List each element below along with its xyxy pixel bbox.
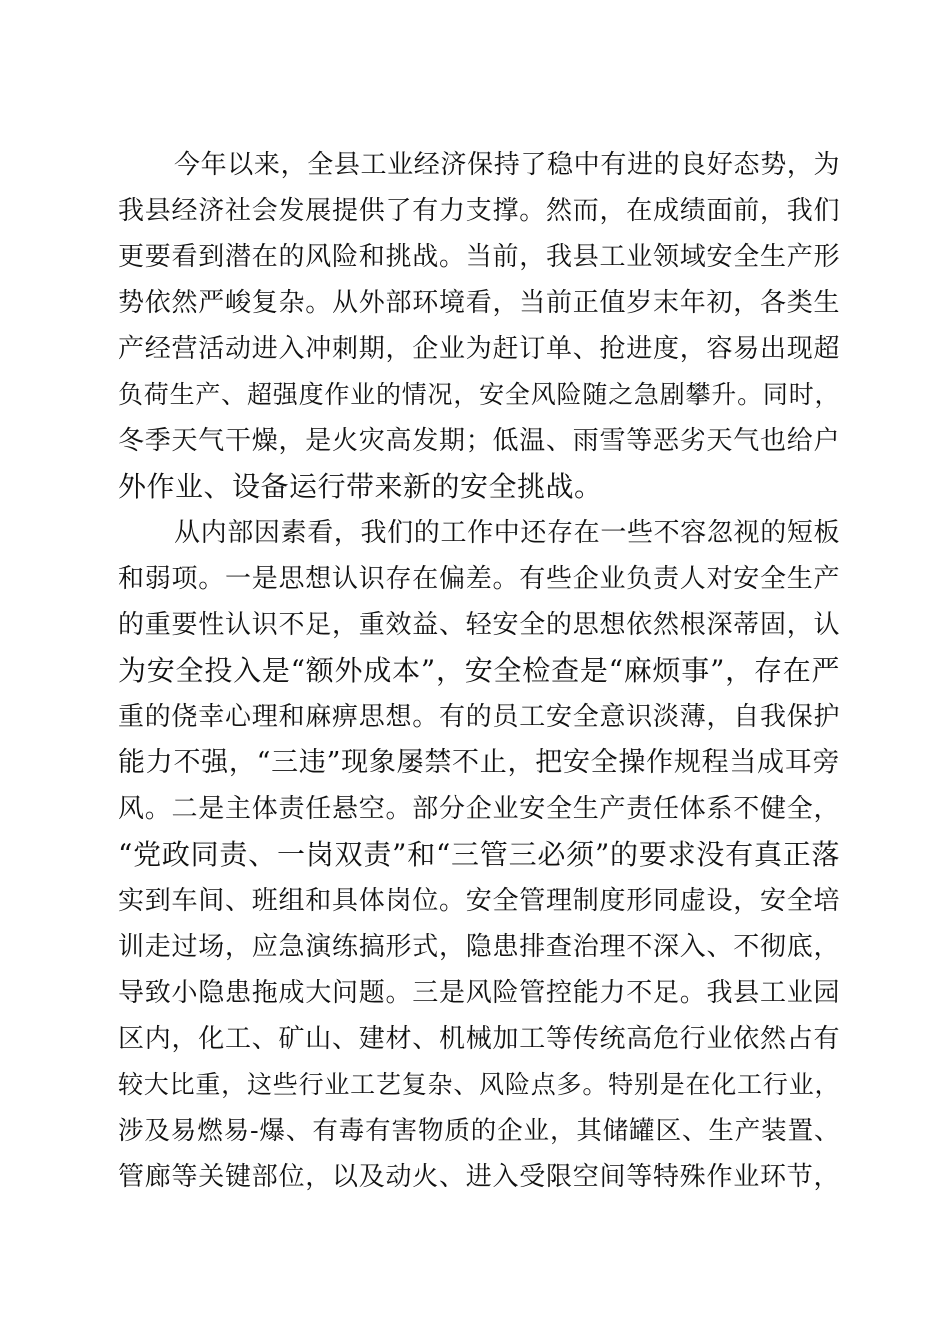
text-line: 从内部因素看，我们的工作中还存在一些不容忽视的短板 xyxy=(174,518,840,548)
text-line: 势依然严峻复杂。从外部环境看，当前正值岁末年初，各类生 xyxy=(118,288,840,318)
text-line: 区内，化工、矿山、建材、机械加工等传统高危行业依然占有 xyxy=(118,1024,840,1054)
text-line: 产经营活动进入冲刺期，企业为赶订单、抢进度，容易出现超 xyxy=(118,334,840,364)
text-line: “党政同责、一岗双责”和“三管三必须”的要求没有真正落 xyxy=(118,838,840,871)
text-line: 我县经济社会发展提供了有力支撑。然而，在成绩面前，我们 xyxy=(118,196,840,226)
text-line: 风。二是主体责任悬空。部分企业安全生产责任体系不健全， xyxy=(118,794,840,824)
text-line: 和弱项。一是思想认识存在偏差。有些企业负责人对安全生产 xyxy=(118,564,840,594)
text-line: 较大比重，这些行业工艺复杂、风险点多。特别是在化工行业， xyxy=(118,1070,840,1099)
text-line: 导致小隐患拖成大问题。三是风险管控能力不足。我县工业园 xyxy=(118,978,840,1008)
text-line: 能力不强，“三违”现象屡禁不止，把安全操作规程当成耳旁 xyxy=(118,747,840,778)
text-line: 管廊等关键部位，以及动火、进入受限空间等特殊作业环节， xyxy=(118,1162,840,1192)
text-line: 训走过场，应急演练搞形式，隐患排查治理不深入、不彻底， xyxy=(118,932,840,962)
paragraph-1 xyxy=(118,142,840,510)
document-body xyxy=(118,142,840,1200)
text-line: 冬季天气干燥，是火灾高发期；低温、雨雪等恶劣天气也给户 xyxy=(118,426,840,456)
text-line: 为安全投入是“额外成本”，安全检查是“麻烦事”，存在严 xyxy=(118,654,840,687)
text-line: 负荷生产、超强度作业的情况，安全风险随之急剧攀升。同时， xyxy=(118,380,840,409)
text-line: 更要看到潜在的风险和挑战。当前，我县工业领域安全生产形 xyxy=(118,242,840,272)
text-line: 外作业、设备运行带来新的安全挑战。 xyxy=(118,470,603,503)
text-line: 涉及易燃易-爆、有毒有害物质的企业，其储罐区、生产装置、 xyxy=(118,1116,840,1146)
text-line: 的重要性认识不足，重效益、轻安全的思想依然根深蒂固，认 xyxy=(118,610,840,640)
text-line: 实到车间、班组和具体岗位。安全管理制度形同虚设，安全培 xyxy=(118,886,840,916)
text-line: 重的侥幸心理和麻痹思想。有的员工安全意识淡薄，自我保护 xyxy=(118,702,840,732)
paragraph-2 xyxy=(118,510,840,1200)
text-line: 今年以来，全县工业经济保持了稳中有进的良好态势，为 xyxy=(174,150,840,180)
